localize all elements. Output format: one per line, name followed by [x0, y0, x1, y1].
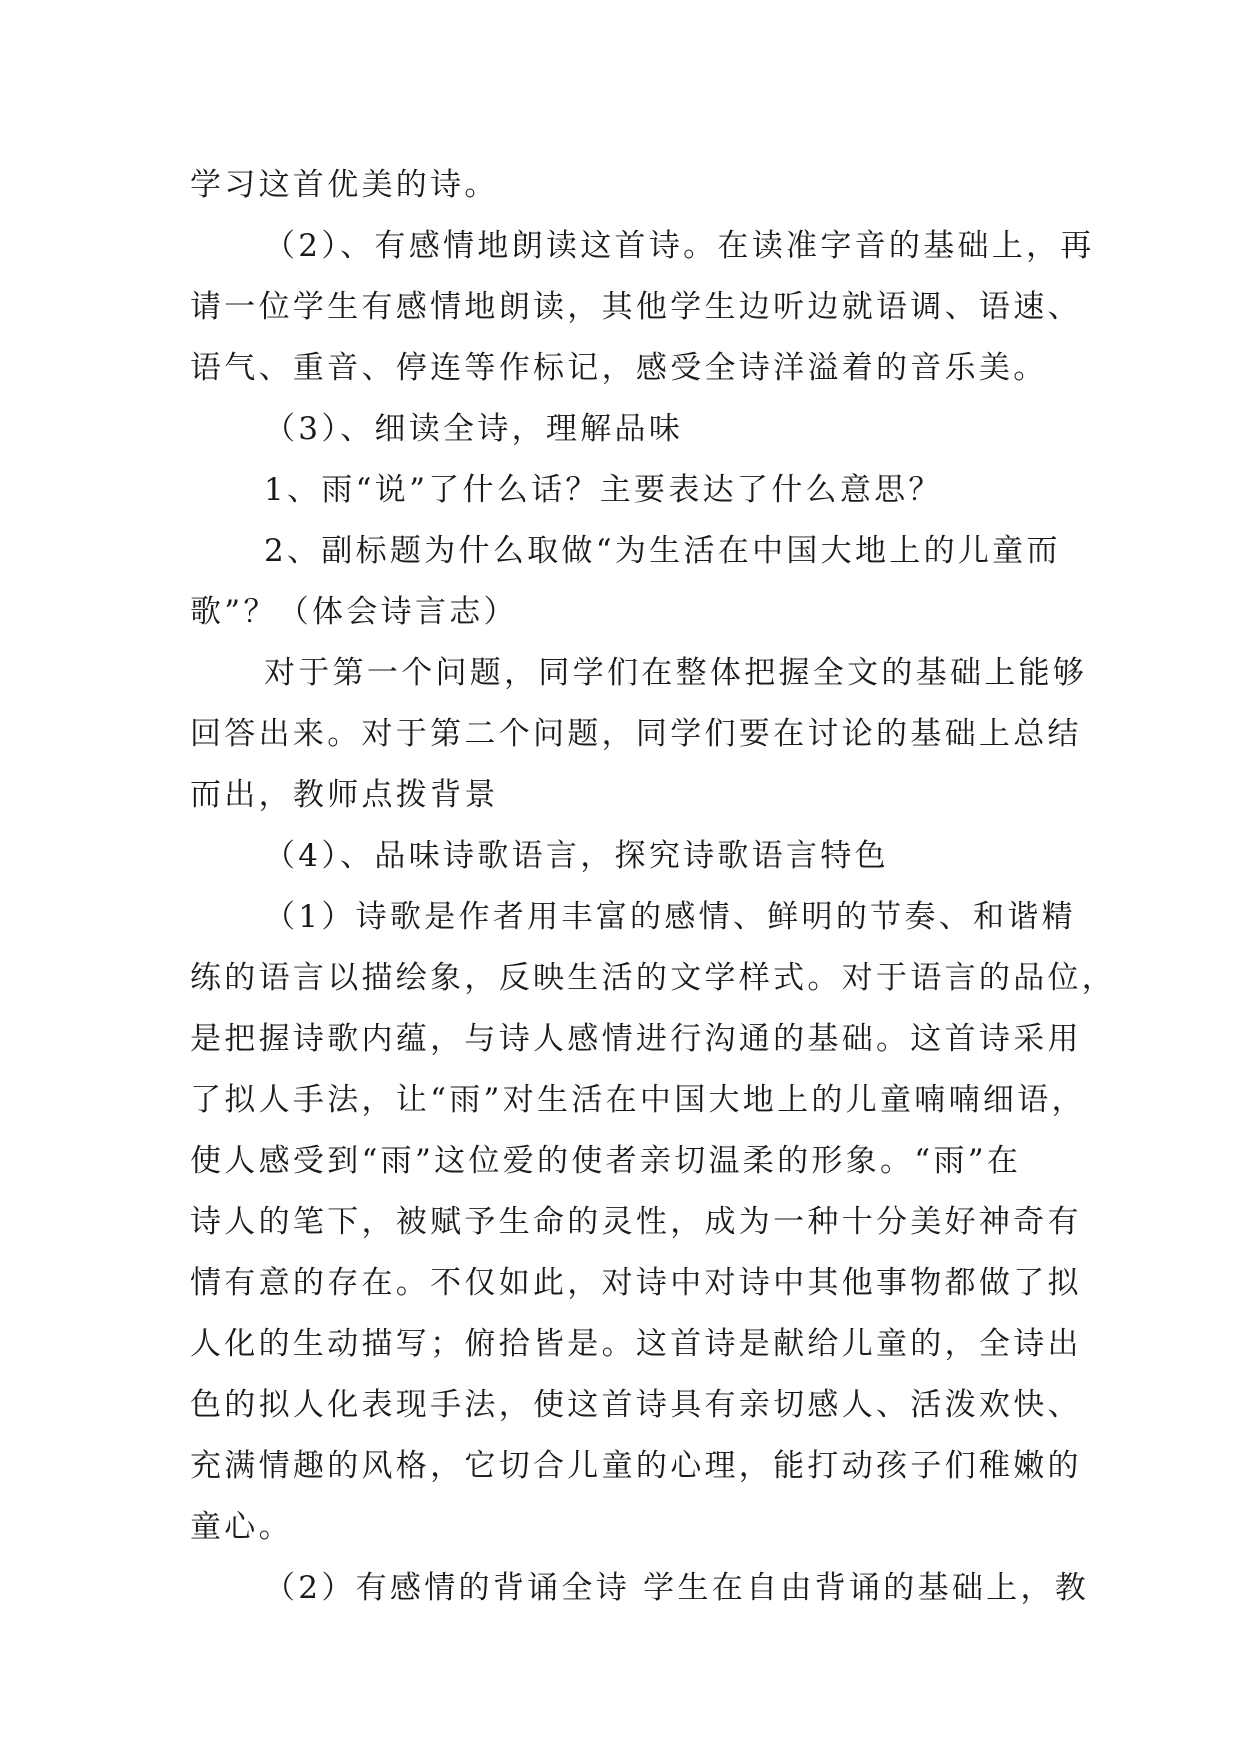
text-line: 学习这首优美的诗。	[190, 167, 499, 203]
text-line: 练的语言以描绘象，反映生活的文学样式。对于语言的品位，	[190, 960, 1117, 996]
body-text	[190, 155, 1117, 1619]
text-line: （1）诗歌是作者用丰富的感情、鲜明的节奏、和谐精	[264, 899, 1076, 935]
text-line: 色的拟人化表现手法，使这首诗具有亲切感人、活泼欢快、	[190, 1387, 1082, 1423]
text-line: 使人感受到“雨”这位爱的使者亲切温柔的形象。“雨”在	[190, 1143, 1022, 1179]
text-line: （2）、有感情地朗读这首诗。在读准字音的基础上，再	[264, 228, 1095, 264]
text-line: 对于第一个问题，同学们在整体把握全文的基础上能够	[264, 655, 1088, 691]
text-line: 请一位学生有感情地朗读，其他学生边听边就语调、语速、	[190, 289, 1082, 325]
text-line: 1、雨“说”了什么话？主要表达了什么意思？	[264, 472, 943, 508]
text-line: 回答出来。对于第二个问题，同学们要在讨论的基础上总结	[190, 716, 1082, 752]
text-line: 2、副标题为什么取做“为生活在中国大地上的儿童而	[264, 533, 1061, 569]
text-line: 充满情趣的风格，它切合儿童的心理，能打动孩子们稚嫩的	[190, 1448, 1082, 1484]
text-line: 是把握诗歌内蕴，与诗人感情进行沟通的基础。这首诗采用	[190, 1021, 1082, 1057]
text-line: 诗人的笔下，被赋予生命的灵性，成为一种十分美好神奇有	[190, 1204, 1082, 1240]
text-line: 歌”？（体会诗言志）	[190, 594, 518, 630]
text-line: 童心。	[190, 1509, 293, 1545]
text-line: 而出，教师点拨背景	[190, 777, 499, 813]
text-line: （2）有感情的背诵全诗 学生在自由背诵的基础上，教	[264, 1570, 1090, 1606]
text-line: （3）、细读全诗，理解品味	[264, 411, 684, 447]
text-line: （4）、品味诗歌语言，探究诗歌语言特色	[264, 838, 889, 874]
text-line: 语气、重音、停连等作标记，感受全诗洋溢着的音乐美。	[190, 350, 1048, 386]
text-line: 情有意的存在。不仅如此，对诗中对诗中其他事物都做了拟	[190, 1265, 1082, 1301]
text-line: 了拟人手法，让“雨”对生活在中国大地上的儿童喃喃细语，	[190, 1082, 1086, 1118]
text-line: 人化的生动描写；俯拾皆是。这首诗是献给儿童的，全诗出	[190, 1326, 1082, 1362]
